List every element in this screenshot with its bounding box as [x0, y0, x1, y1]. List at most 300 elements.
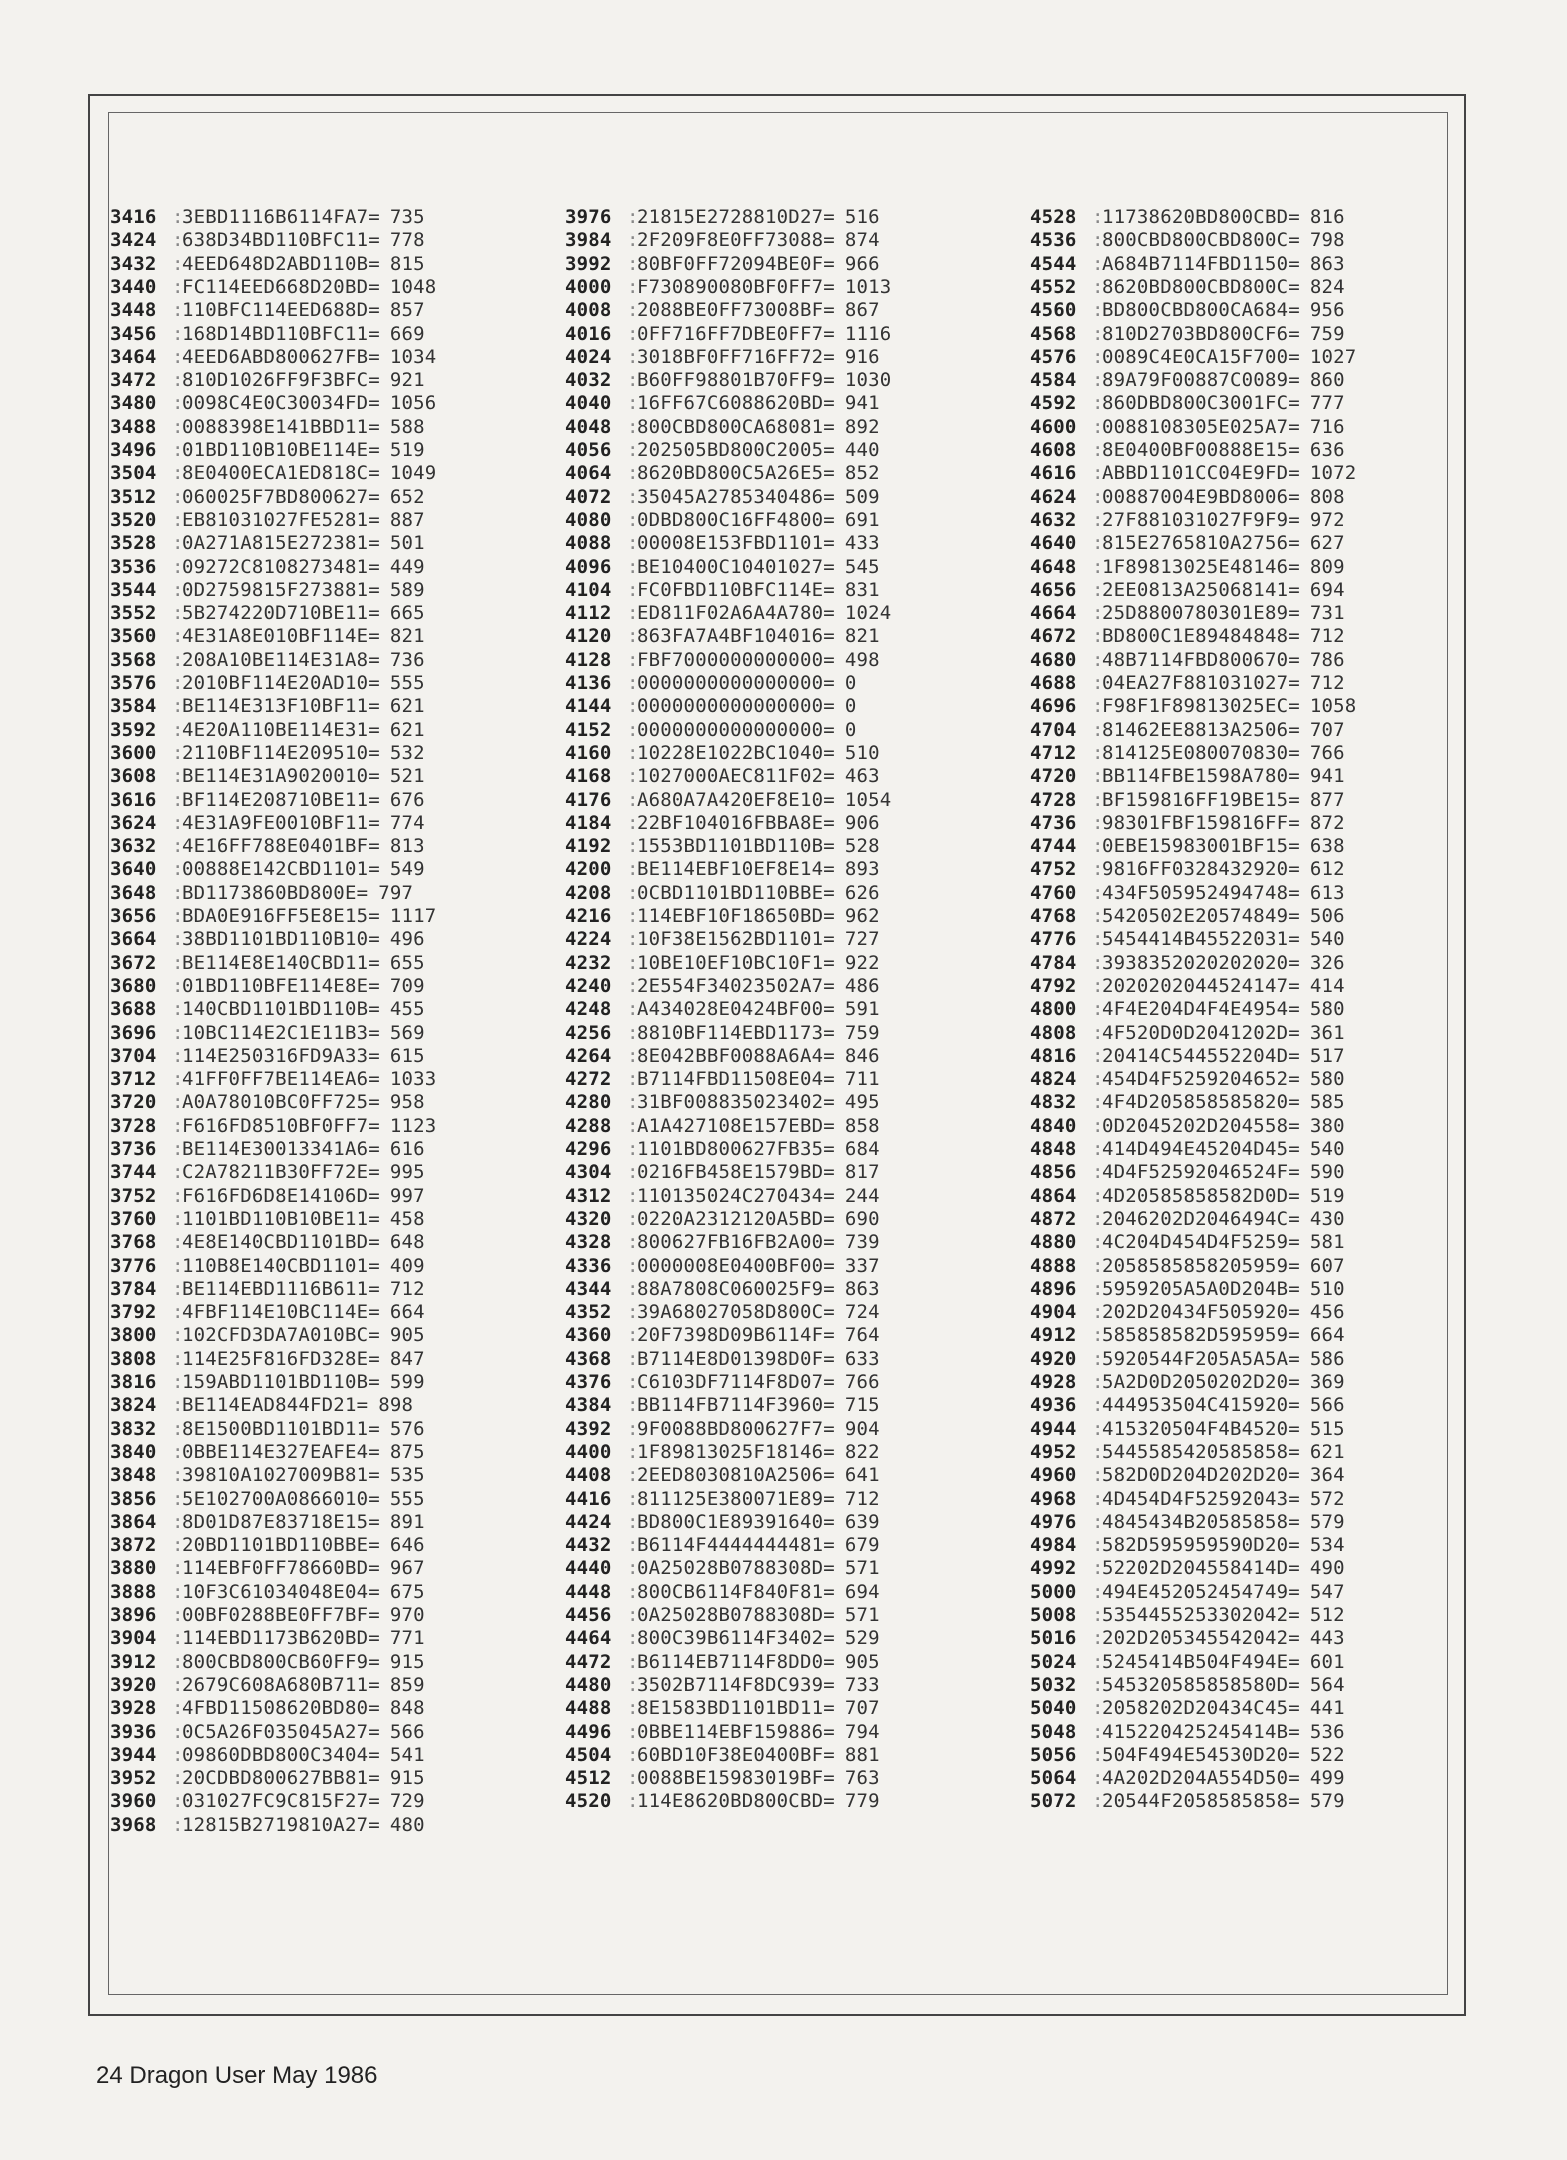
- line-number: 3440: [110, 275, 157, 298]
- line-number: 4432: [565, 1534, 612, 1557]
- line-number: 4864: [1030, 1184, 1077, 1207]
- checksum: 621: [1309, 1440, 1345, 1463]
- line-separator: :: [627, 1673, 639, 1696]
- hex-data: 0CBD1101BD110BBE=: [637, 881, 835, 904]
- line-separator: :: [627, 1207, 639, 1230]
- hex-data: 811125E380071E89=: [637, 1487, 835, 1510]
- checksum: 664: [389, 1301, 425, 1324]
- hex-data: 31BF008835023402=: [637, 1091, 835, 1114]
- listing-row: [1030, 206, 1345, 228]
- line-number: 4704: [1030, 718, 1077, 741]
- checksum: 566: [1309, 1394, 1345, 1417]
- line-separator: :: [172, 811, 184, 834]
- line-separator: :: [172, 299, 184, 322]
- line-separator: :: [1092, 788, 1104, 811]
- hex-data: 10228E1022BC1040=: [637, 741, 835, 764]
- hex-data: 800CBD800CBD800C=: [1102, 229, 1300, 252]
- checksum: 519: [1309, 1184, 1345, 1207]
- listing-row: [1030, 649, 1345, 671]
- listing-row: [565, 416, 880, 438]
- listing-row: [565, 1767, 880, 1789]
- line-separator: :: [1092, 974, 1104, 997]
- listing-row: [1030, 1441, 1345, 1463]
- line-separator: :: [172, 1347, 184, 1370]
- line-number: 3424: [110, 229, 157, 252]
- line-separator: :: [172, 1557, 184, 1580]
- line-separator: :: [172, 1091, 184, 1114]
- checksum: 458: [389, 1207, 425, 1230]
- hex-data: F98F1F89813025EC=: [1102, 695, 1300, 718]
- line-number: 4736: [1030, 811, 1077, 834]
- checksum: 669: [389, 322, 425, 345]
- line-number: 3520: [110, 508, 157, 531]
- listing-row: [1030, 1790, 1345, 1812]
- hex-data: 9F0088BD800627F7=: [637, 1417, 835, 1440]
- hex-data: 60BD10F38E0400BF=: [637, 1743, 835, 1766]
- line-separator: :: [627, 322, 639, 345]
- listing-row: [110, 1790, 425, 1812]
- listing-row: [565, 323, 891, 345]
- line-separator: :: [627, 1021, 639, 1044]
- line-separator: :: [172, 369, 184, 392]
- line-number: 3472: [110, 369, 157, 392]
- line-separator: :: [172, 1510, 184, 1533]
- line-separator: :: [172, 718, 184, 741]
- line-separator: :: [172, 1464, 184, 1487]
- hex-data: 4845434B20585858=: [1102, 1510, 1300, 1533]
- checksum: 848: [389, 1697, 425, 1720]
- line-separator: :: [627, 1557, 639, 1580]
- hex-data: 4E31A9FE0010BF11=: [182, 811, 380, 834]
- line-separator: :: [1092, 602, 1104, 625]
- line-separator: :: [627, 462, 639, 485]
- hex-data: 20414C544552204D=: [1102, 1044, 1300, 1067]
- listing-row: [110, 1231, 425, 1253]
- line-number: 4488: [565, 1697, 612, 1720]
- checksum: 510: [844, 741, 880, 764]
- hex-data: 1F89813025F18146=: [637, 1440, 835, 1463]
- hex-data: 3502B7114F8DC939=: [637, 1673, 835, 1696]
- line-number: 4936: [1030, 1394, 1077, 1417]
- checksum: 433: [844, 532, 880, 555]
- listing-row: [110, 998, 425, 1020]
- hex-data: 810D2703BD800CF6=: [1102, 322, 1300, 345]
- checksum: 797: [378, 881, 414, 904]
- line-number: 4416: [565, 1487, 612, 1510]
- hex-data: 504F494E54530D20=: [1102, 1743, 1300, 1766]
- line-separator: :: [627, 299, 639, 322]
- line-separator: :: [627, 1697, 639, 1720]
- listing-row: [565, 206, 880, 228]
- checksum: 875: [389, 1440, 425, 1463]
- line-number: 4224: [565, 928, 612, 951]
- line-separator: :: [627, 392, 639, 415]
- checksum: 1027: [1309, 345, 1357, 368]
- checksum: 1116: [844, 322, 892, 345]
- hex-data: 2110BF114E209510=: [182, 741, 380, 764]
- checksum: 735: [389, 206, 425, 228]
- checksum: 569: [389, 1021, 425, 1044]
- line-separator: :: [627, 439, 639, 461]
- listing-row: [1030, 1255, 1345, 1277]
- line-separator: :: [1092, 951, 1104, 974]
- line-number: 4872: [1030, 1207, 1077, 1230]
- listing-row: [1030, 812, 1345, 834]
- checksum: 516: [844, 206, 880, 228]
- checksum: 536: [1309, 1720, 1345, 1743]
- hex-data: 0216FB458E1579BD=: [637, 1161, 835, 1184]
- hex-data: 582D0D204D202D20=: [1102, 1464, 1300, 1487]
- listing-row: [1030, 1581, 1345, 1603]
- listing-row: [1030, 392, 1345, 414]
- line-number: 4808: [1030, 1021, 1077, 1044]
- line-number: 4296: [565, 1138, 612, 1160]
- checksum: 456: [1309, 1301, 1345, 1324]
- line-number: 4784: [1030, 951, 1077, 974]
- listing-row: [565, 1604, 880, 1626]
- listing-row: [110, 1138, 425, 1160]
- line-number: 3864: [110, 1510, 157, 1533]
- hex-data: 01BD110BFE114E8E=: [182, 974, 380, 997]
- line-number: 4600: [1030, 415, 1077, 438]
- listing-row: [565, 1721, 880, 1743]
- hex-data: 1553BD1101BD110B=: [637, 835, 835, 858]
- line-separator: :: [1092, 928, 1104, 951]
- listing-row: [565, 1348, 880, 1370]
- checksum: 576: [389, 1417, 425, 1440]
- listing-row: [110, 1045, 425, 1067]
- hex-data: 4D20585858582D0D=: [1102, 1184, 1300, 1207]
- line-separator: :: [172, 229, 184, 252]
- checksum: 580: [1309, 998, 1345, 1021]
- line-number: 3792: [110, 1301, 157, 1324]
- checksum: 858: [844, 1114, 880, 1137]
- hex-data: 4D4F52592046524F=: [1102, 1161, 1300, 1184]
- listing-row: [1030, 1091, 1345, 1113]
- hex-data: 800C39B6114F3402=: [637, 1627, 835, 1650]
- line-number: 4096: [565, 555, 612, 578]
- checksum: 615: [389, 1044, 425, 1067]
- hex-data: 0088BE15983019BF=: [637, 1767, 835, 1790]
- hex-data: C6103DF7114F8D07=: [637, 1371, 835, 1393]
- line-separator: :: [1092, 1091, 1104, 1114]
- line-number: 4168: [565, 765, 612, 788]
- hex-data: 0D2759815F273881=: [182, 578, 380, 601]
- hex-data: 202505BD800C2005=: [637, 439, 835, 461]
- line-number: 4352: [565, 1301, 612, 1324]
- hex-data: 0098C4E0C30034FD=: [182, 392, 380, 415]
- checksum: 495: [844, 1091, 880, 1114]
- hex-data: 0BBE114EBF159886=: [637, 1720, 835, 1743]
- checksum: 712: [1309, 625, 1345, 648]
- hex-data: B60FF98801B70FF9=: [637, 369, 835, 392]
- hex-data: BE114EBD1116B611=: [182, 1277, 380, 1300]
- hex-data: 0A271A815E272381=: [182, 532, 380, 555]
- line-number: 4960: [1030, 1464, 1077, 1487]
- checksum: 636: [1309, 439, 1345, 461]
- line-number: 3720: [110, 1091, 157, 1114]
- hex-data: 39A68027058D800C=: [637, 1301, 835, 1324]
- line-separator: :: [1092, 392, 1104, 415]
- listing-row: [565, 998, 880, 1020]
- hex-data: 22BF104016FBBA8E=: [637, 811, 835, 834]
- line-separator: :: [172, 1254, 184, 1277]
- line-number: 3936: [110, 1720, 157, 1743]
- checksum: 809: [1309, 555, 1345, 578]
- line-separator: :: [172, 1767, 184, 1790]
- checksum: 571: [844, 1557, 880, 1580]
- line-separator: :: [1092, 1534, 1104, 1557]
- line-separator: :: [1092, 1790, 1104, 1813]
- hex-data: 27F881031027F9F9=: [1102, 508, 1300, 531]
- listing-row: [565, 229, 880, 251]
- listing-row: [110, 952, 425, 974]
- line-separator: :: [1092, 648, 1104, 671]
- listing-row: [1030, 1721, 1345, 1743]
- hex-data: 10BE10EF10BC10F1=: [637, 951, 835, 974]
- hex-data: 2020202044524147=: [1102, 974, 1300, 997]
- line-separator: :: [1092, 1394, 1104, 1417]
- checksum: 1024: [844, 602, 892, 625]
- line-number: 4528: [1030, 206, 1077, 228]
- line-number: 3624: [110, 811, 157, 834]
- line-number: 4448: [565, 1580, 612, 1603]
- listing-row: [1030, 1488, 1345, 1510]
- hex-data: BF114E208710BE11=: [182, 788, 380, 811]
- hex-data: 0088398E141BBD11=: [182, 415, 380, 438]
- checksum: 764: [844, 1324, 880, 1347]
- listing-row: [565, 625, 880, 647]
- line-separator: :: [172, 905, 184, 927]
- checksum: 958: [389, 1091, 425, 1114]
- listing-row: [565, 1790, 880, 1812]
- line-separator: :: [627, 695, 639, 718]
- listing-row: [565, 812, 880, 834]
- hex-data: 21815E2728810D27=: [637, 206, 835, 228]
- checksum: 898: [378, 1394, 414, 1417]
- line-number: 3432: [110, 252, 157, 275]
- checksum: 532: [389, 741, 425, 764]
- hex-data: 5920544F205A5A5A=: [1102, 1347, 1300, 1370]
- line-separator: :: [1092, 881, 1104, 904]
- hex-data: 4C204D454D4F5259=: [1102, 1231, 1300, 1254]
- checksum: 816: [1309, 206, 1345, 228]
- checksum: 824: [1309, 275, 1345, 298]
- line-number: 4648: [1030, 555, 1077, 578]
- listing-row: [565, 905, 880, 927]
- checksum: 821: [844, 625, 880, 648]
- line-separator: :: [627, 1114, 639, 1137]
- listing-row: [565, 1697, 880, 1719]
- line-number: 4848: [1030, 1138, 1077, 1160]
- line-number: 4568: [1030, 322, 1077, 345]
- checksum: 712: [1309, 672, 1345, 694]
- listing-row: [565, 1185, 880, 1207]
- listing-row: [110, 276, 436, 298]
- hex-data: 2F209F8E0FF73088=: [637, 229, 835, 252]
- line-number: 4664: [1030, 602, 1077, 625]
- line-separator: :: [1092, 1580, 1104, 1603]
- line-number: 3504: [110, 462, 157, 485]
- line-number: 4496: [565, 1720, 612, 1743]
- listing-row: [1030, 556, 1345, 578]
- line-number: 4048: [565, 415, 612, 438]
- checksum: 572: [1309, 1487, 1345, 1510]
- checksum: 613: [1309, 881, 1345, 904]
- line-separator: :: [172, 928, 184, 951]
- line-separator: :: [1092, 578, 1104, 601]
- listing-row: [1030, 905, 1345, 927]
- checksum: 414: [1309, 974, 1345, 997]
- line-separator: :: [172, 741, 184, 764]
- line-number: 3816: [110, 1371, 157, 1393]
- hex-data: 4E31A8E010BF114E=: [182, 625, 380, 648]
- checksum: 449: [389, 555, 425, 578]
- checksum: 872: [1309, 811, 1345, 834]
- checksum: 498: [844, 648, 880, 671]
- hex-data: BE114E8E140CBD11=: [182, 951, 380, 974]
- line-separator: :: [627, 1091, 639, 1114]
- line-number: 4536: [1030, 229, 1077, 252]
- hex-data: 0A25028B0788308D=: [637, 1557, 835, 1580]
- hex-data: 4EED648D2ABD110B=: [182, 252, 380, 275]
- hex-data: 00888E142CBD1101=: [182, 858, 380, 881]
- listing-row: [1030, 1371, 1345, 1393]
- listing-row: [110, 253, 425, 275]
- checksum: 995: [389, 1161, 425, 1184]
- hex-data: BDA0E916FF5E8E15=: [182, 905, 380, 927]
- hex-data: 114EBF10F18650BD=: [637, 905, 835, 927]
- listing-row: [110, 206, 425, 228]
- line-number: 3976: [565, 206, 612, 228]
- listing-row: [1030, 1744, 1345, 1766]
- listing-row: [110, 1278, 425, 1300]
- hex-data: 52202D204558414D=: [1102, 1557, 1300, 1580]
- hex-data: 159ABD1101BD110B=: [182, 1371, 380, 1393]
- listing-row: [110, 1324, 425, 1346]
- checksum: 691: [844, 508, 880, 531]
- line-number: 4400: [565, 1440, 612, 1463]
- line-number: 4680: [1030, 648, 1077, 671]
- listing-row: [110, 556, 425, 578]
- line-separator: :: [172, 508, 184, 531]
- line-separator: :: [627, 485, 639, 508]
- checksum: 786: [1309, 648, 1345, 671]
- hex-data: 5959205A5A0D204B=: [1102, 1277, 1300, 1300]
- checksum: 739: [844, 1231, 880, 1254]
- line-number: 3552: [110, 602, 157, 625]
- line-number: 4760: [1030, 881, 1077, 904]
- listing-row: [1030, 416, 1345, 438]
- line-separator: :: [1092, 811, 1104, 834]
- checksum: 1013: [844, 275, 892, 298]
- listing-row: [110, 229, 425, 251]
- checksum: 621: [389, 695, 425, 718]
- line-separator: :: [1092, 1464, 1104, 1487]
- checksum: 972: [1309, 508, 1345, 531]
- checksum: 1072: [1309, 462, 1357, 485]
- line-number: 4544: [1030, 252, 1077, 275]
- line-separator: :: [1092, 1347, 1104, 1370]
- checksum: 966: [844, 252, 880, 275]
- line-number: 5032: [1030, 1673, 1077, 1696]
- line-separator: :: [172, 1534, 184, 1557]
- line-number: 3888: [110, 1580, 157, 1603]
- checksum: 499: [1309, 1767, 1345, 1790]
- line-separator: :: [172, 555, 184, 578]
- hex-data: 815E2765810A2756=: [1102, 532, 1300, 555]
- listing-row: [565, 462, 880, 484]
- hex-data: 20F7398D09B6114F=: [637, 1324, 835, 1347]
- listing-row: [565, 1651, 880, 1673]
- line-number: 3592: [110, 718, 157, 741]
- hex-data: 800627FB16FB2A00=: [637, 1231, 835, 1254]
- hex-data: 4D454D4F52592043=: [1102, 1487, 1300, 1510]
- checksum: 715: [844, 1394, 880, 1417]
- line-number: 4992: [1030, 1557, 1077, 1580]
- checksum: 941: [844, 392, 880, 415]
- line-separator: :: [627, 1464, 639, 1487]
- line-separator: :: [627, 905, 639, 927]
- hex-data: A434028E0424BF00=: [637, 998, 835, 1021]
- line-separator: :: [627, 1044, 639, 1067]
- line-separator: :: [172, 1487, 184, 1510]
- line-number: 4584: [1030, 369, 1077, 392]
- line-separator: :: [172, 1627, 184, 1650]
- listing-row: [110, 323, 425, 345]
- listing-row: [110, 392, 436, 414]
- line-number: 5000: [1030, 1580, 1077, 1603]
- line-separator: :: [1092, 1767, 1104, 1790]
- hex-data: FBF7000000000000=: [637, 648, 835, 671]
- hex-data: BE114E30013341A6=: [182, 1138, 380, 1160]
- line-number: 3800: [110, 1324, 157, 1347]
- line-number: 4152: [565, 718, 612, 741]
- checksum: 664: [1309, 1324, 1345, 1347]
- listing-row: [565, 1208, 880, 1230]
- checksum: 694: [844, 1580, 880, 1603]
- checksum: 763: [844, 1767, 880, 1790]
- checksum: 534: [1309, 1534, 1345, 1557]
- hex-data: 0D2045202D204558=: [1102, 1114, 1300, 1137]
- line-separator: :: [1092, 1371, 1104, 1393]
- listing-row: [110, 439, 425, 461]
- hex-data: 8D01D87E83718E15=: [182, 1510, 380, 1533]
- checksum: 874: [844, 229, 880, 252]
- checksum: 709: [389, 974, 425, 997]
- checksum: 731: [1309, 602, 1345, 625]
- line-number: 3832: [110, 1417, 157, 1440]
- checksum: 956: [1309, 299, 1345, 322]
- line-number: 4592: [1030, 392, 1077, 415]
- listing-row: [565, 532, 880, 554]
- line-separator: :: [627, 602, 639, 625]
- line-number: 3536: [110, 555, 157, 578]
- listing-row: [1030, 509, 1345, 531]
- checksum: 566: [389, 1720, 425, 1743]
- hex-data: 102CFD3DA7A010BC=: [182, 1324, 380, 1347]
- checksum: 545: [844, 555, 880, 578]
- hex-data: 415320504F4B4520=: [1102, 1417, 1300, 1440]
- line-separator: :: [1092, 555, 1104, 578]
- listing-row: [110, 1651, 425, 1673]
- hex-data: 0000000000000000=: [637, 695, 835, 718]
- listing-row: [110, 1185, 425, 1207]
- checksum: 852: [844, 462, 880, 485]
- hex-data: A1A427108E157EBD=: [637, 1114, 835, 1137]
- checksum: 831: [844, 578, 880, 601]
- checksum: 1056: [389, 392, 437, 415]
